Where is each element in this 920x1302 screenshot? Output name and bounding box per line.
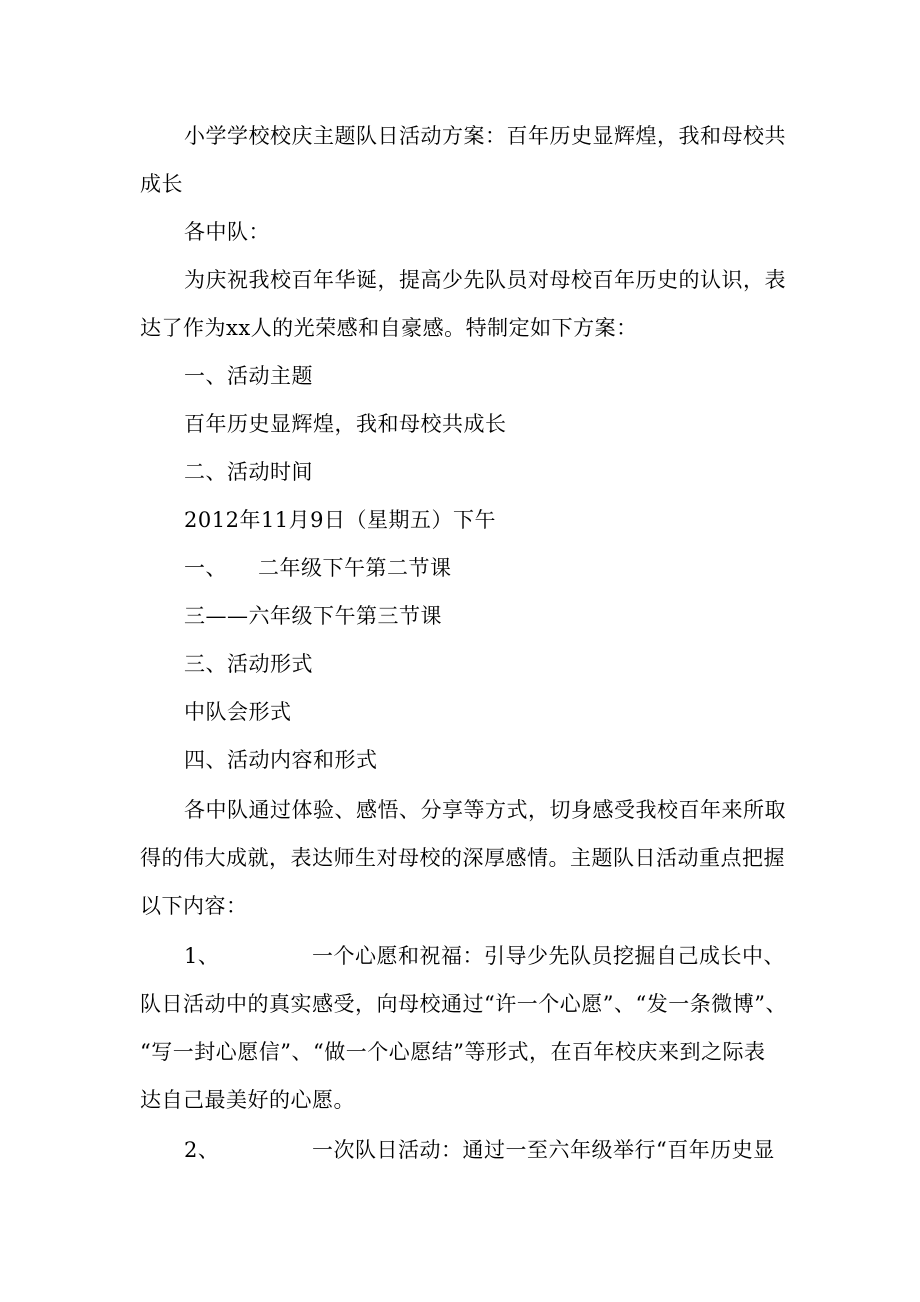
list-item-number: 1、: [184, 944, 220, 968]
section-heading-theme: 一、活动主题: [184, 364, 313, 388]
intro-paragraph: 为庆祝我校百年华诞，提高少先队员对母校百年历史的认识，表: [184, 268, 786, 292]
schedule-item-number: 一、: [184, 556, 227, 580]
content-paragraph: 各中队通过体验、感悟、分享等方式，切身感受我校百年来所取: [184, 798, 786, 822]
list-item-text-continued: “写一封心愿信”、“做一个心愿结”等形式，在百年校庆来到之际表: [140, 1040, 766, 1064]
section-heading-format: 三、活动形式: [184, 652, 313, 676]
list-item-text: 一个心愿和祝福：引导少先队员挖掘自己成长中、: [312, 944, 785, 968]
section-heading-content: 四、活动内容和形式: [184, 748, 378, 772]
list-item-number: 2、: [184, 1138, 220, 1162]
list-item-text-continued: 达自己最美好的心愿。: [140, 1088, 355, 1112]
list-item-text: 一次队日活动：通过一至六年级举行“百年历史显: [312, 1138, 775, 1162]
section-body-date: 2012年11月9日（星期五）下午: [184, 508, 497, 532]
section-heading-time: 二、活动时间: [184, 460, 313, 484]
schedule-item: 三——六年级下午第三节课: [184, 604, 442, 628]
list-item-text-continued: 队日活动中的真实感受，向母校通过“许一个心愿”、“发一条微博”、: [140, 992, 787, 1016]
section-body-theme: 百年历史显辉煌，我和母校共成长: [184, 412, 507, 436]
document-title: 小学学校校庆主题队日活动方案：百年历史显辉煌，我和母校共: [184, 124, 786, 148]
salutation: 各中队：: [184, 220, 270, 244]
content-paragraph-continued: 以下内容：: [140, 894, 248, 918]
intro-paragraph-continued: 达了作为xx人的光荣感和自豪感。特制定如下方案：: [140, 316, 638, 340]
content-paragraph-continued: 得的伟大成就，表达师生对母校的深厚感情。主题队日活动重点把握: [140, 846, 785, 870]
document-title-continued: 成长: [140, 172, 183, 196]
section-body-format: 中队会形式: [184, 700, 292, 724]
schedule-item-text: 二年级下午第二节课: [258, 556, 452, 580]
